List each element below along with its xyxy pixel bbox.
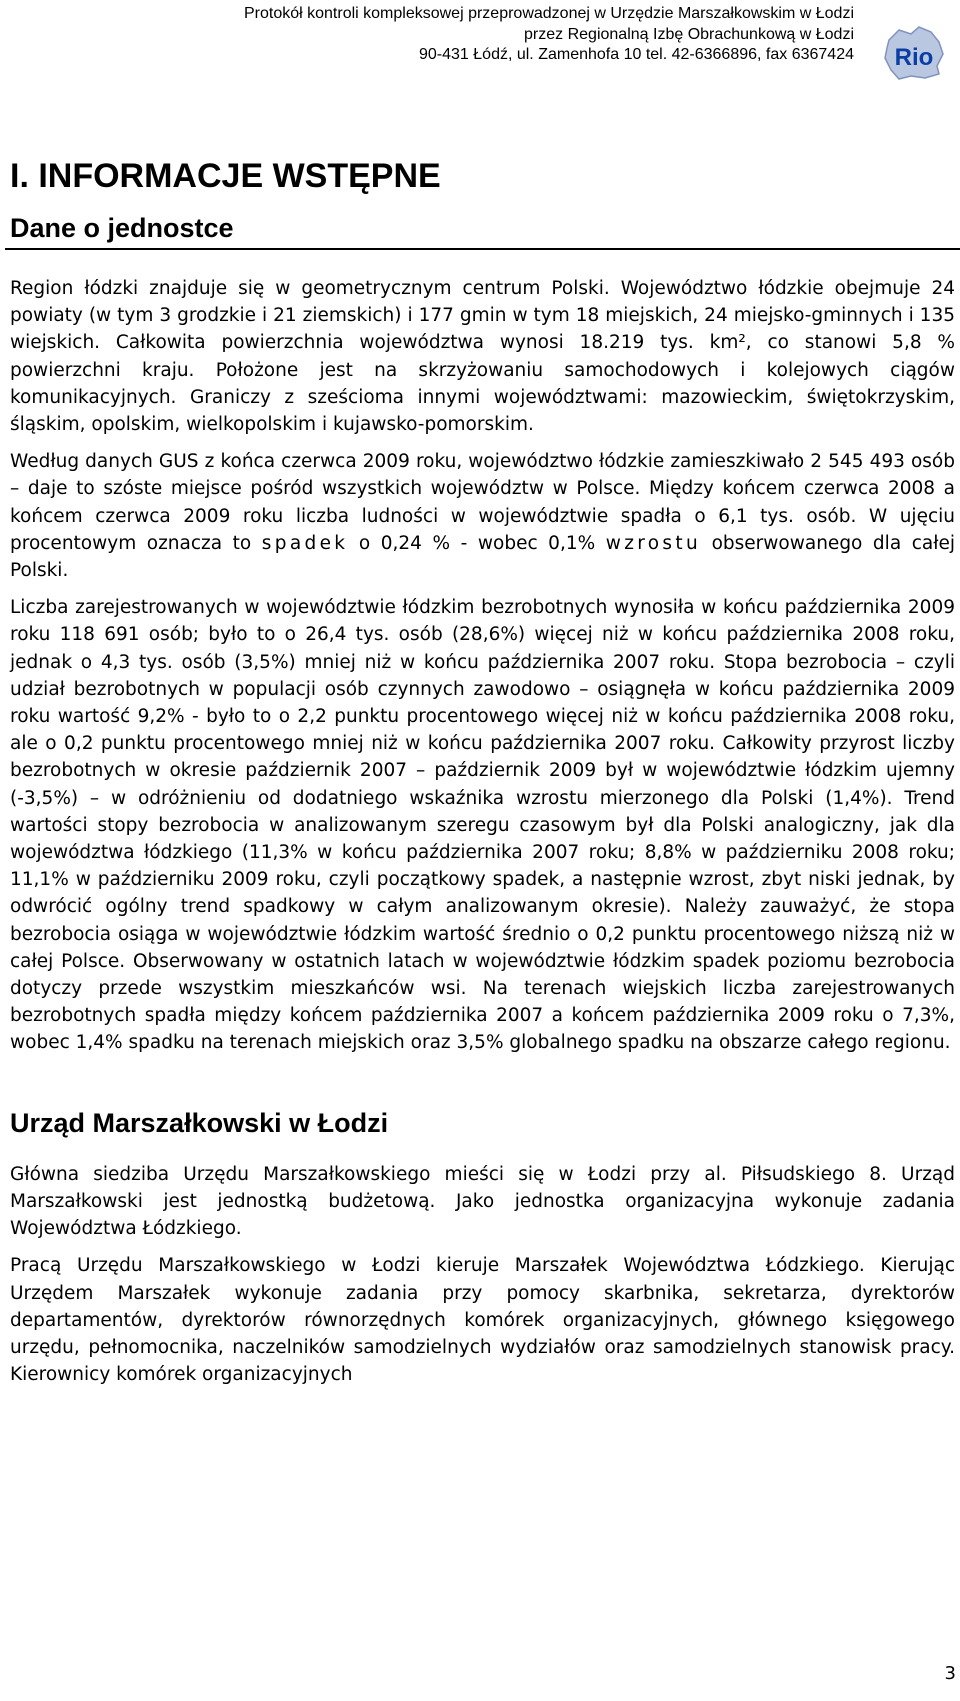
rio-logo-icon [881, 24, 947, 80]
header-line-3: 90-431 Łódź, ul. Zamenhofa 10 tel. 42-6366896, fax 6367424 [419, 46, 854, 63]
paragraph-seat: Główna siedziba Urzędu Marszałkowskiego mieści się w Łodzi przy al. Piłsudskiego 8. Urząd Marszałkowski jest jednostką budżetową. Jako jednostka organizacyjna wykonuje zadania Województwa Łódzkiego. [10, 1163, 955, 1240]
logo-text: Rio [894, 44, 934, 71]
header-line-2: przez Regionalną Izbę Obrachunkową w Łodzi [524, 25, 854, 43]
document-body [10, 275, 955, 1398]
paragraph-population [10, 448, 955, 584]
page-header [0, 0, 960, 90]
paragraph-population-text-c: obserwowanego dla całej Polski. [10, 532, 955, 582]
header-line-1: Protokół kontroli kompleksowej przeprowadzonej w Urzędzie Marszałkowskim w Łodzi [243, 5, 854, 22]
subsection-title: Dane o jednostce [10, 213, 234, 243]
paragraph-population-text-b: o 0,24 % - wobec 0,1% [348, 532, 606, 554]
paragraph-unemployment: Liczba zarejestrowanych w województwie łódzkim bezrobotnych wynosiła w końcu października 2009 roku 118 691 osób; było to o 26,4 tys. osób (28,6%) więcej niż w końcu października 2008 roku, jednak o 4,3 tys. osób (3,5%) mniej niż w końcu października 2007 roku. Stopa bezrobocia – czyli udział bezrobotnych w populacji osób czynnych zawodowo – osiągnęła w końcu października 2009 roku wartość 9,2% - było to o 2,2 punktu procentowego więcej niż w końcu października 2008 roku, ale o 0,2 punktu procentowego mniej niż w końcu października 2007 roku. Całkowity przyrost liczby bezrobotnych w okresie październik 2007 – październik 2009 był w województwie łódzkim ujemny (-3,5%) – w odróżnieniu od dodatniego wskaźnika wzrostu mierzonego dla Polski (1,4%). Trend wartości stopy bezrobocia w analizowanym szeregu czasowym był dla Polski analogiczny, jak dla województwa łódzkiego (11,3% w końcu października 2007 roku; 8,8% w październiku 2008 roku; 11,1% w październiku 2009 roku, czyli początkowy spadek, a następnie wzrost, zbyt niski jednak, by odwrócić ogólny trend spadkowy w całym analizowanym okresie). Należy zauważyć, że stopa bezrobocia osiąga w województwie łódzkim wartość średnio o 0,2 punktu procentowego niższą niż w całej Polsce. Obserwowany w ostatnich latach w województwie łódzkim spadek poziomu bezrobocia dotyczy przede wszystkim mieszkańców wsi. Na terenach wiejskich liczba zarejestrowanych bezrobotnych spadła między końcem października 2007 a końcem października 2009 roku o 7,3%, wobec 1,4% spadku na terenach miejskich oraz 3,5% globalnego spadku na obszarze całego regionu. [10, 597, 955, 1054]
emphasis-spadek: spadek [261, 532, 349, 554]
paragraph-management: Pracą Urzędu Marszałkowskiego w Łodzi kieruje Marszałek Województwa Łódzkiego. Kierując Urzędem Marszałek wykonuje zadania przy pomocy skarbnika, sekretarza, dyrektorów departamentów, dyrektorów równorzędnych komórek organizacyjnych, głównego księgowego urzędu, pełnomocnika, naczelników samodzielnych wydziałów oraz samodzielnych stanowisk pracy. Kierownicy komórek organizacyjnych [10, 1255, 955, 1386]
section-title: I. INFORMACJE WSTĘPNE [10, 157, 441, 195]
header-text [244, 4, 854, 66]
paragraph-population-text-a: Według danych GUS z końca czerwca 2009 roku, województwo łódzkie zamieszkiwało 2 545 493 osób – daje to szóste miejsce pośród wszystkich województw w Polsce. Między końcem czerwca 2008 a końcem czerwca 2009 roku liczba ludności w województwie spadła o 6,1 tys. osób. W ujęciu procentowym oznacza to [10, 451, 955, 554]
heading-urzad: Urząd Marszałkowski w Łodzi [10, 1107, 389, 1138]
emphasis-wzrostu: wzrostu [605, 532, 702, 554]
divider [5, 248, 960, 250]
page-number: 3 [944, 1663, 956, 1684]
paragraph-region: Region łódzki znajduje się w geometrycznym centrum Polski. Województwo łódzkie obejmuje 24 powiaty (w tym 3 grodzkie i 21 ziemskich) i 177 gmin w tym 18 miejskich, 24 miejsko-gminnych i 135 wiejskich. Całkowita powierzchnia województwa wynosi 18.219 tys. km², co stanowi 5,8 % powierzchni kraju. Położone jest na skrzyżowaniu samochodowych i kolejowych ciągów komunikacyjnych. Graniczy z sześcioma innymi województwami: mazowieckim, świętokrzyskim, śląskim, opolskim, wielkopolskim i kujawsko-pomorskim. [10, 278, 955, 436]
